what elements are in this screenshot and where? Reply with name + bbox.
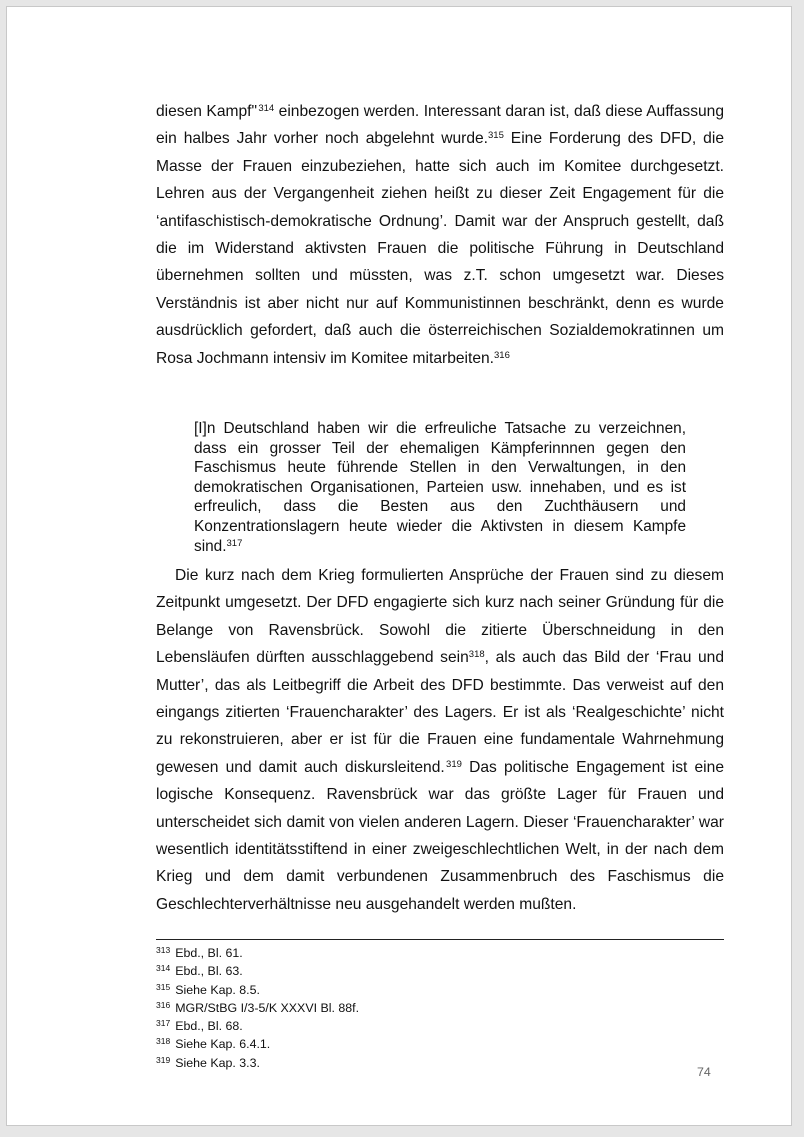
footnote-item <box>156 980 359 998</box>
footnote-list <box>156 943 359 1071</box>
quote-text: [I]n Deutschland haben wir die erfreuliche Tatsache zu verzeichnen, dass ein grosser Teil der ehemaligen Kämpferinnnen gegen den Faschismus heute führende Stellen in den Verwaltungen, in den demokratischen Organisationen, Parteien usw. innehaben, und es ist erfreulich, dass die Besten aus den Zuchthäusern und Konzentrationslagern heute wieder die Aktivsten in diesem Kampfe sind. <box>194 420 686 555</box>
footnote-reference[interactable]: 318 <box>468 649 485 661</box>
footnote-text: Siehe Kap. 6.4.1. <box>175 1037 271 1052</box>
footnote-reference[interactable]: 314 <box>258 103 275 114</box>
paragraph-text: Eine Forderung des DFD, die Masse der Frauen einzubeziehen, hatte sich auch im Komitee durchgesetzt. Lehren aus der Vergangenheit ziehen heißt zu dieser Zeit Engagement für die ‘antifaschistisch-demokratische Ordnung’. Damit war der Anspruch gestellt, daß die im Widerstand aktivsten Frauen die politische Führung in Deutschland übernehmen sollten und müssten, was z.T. schon umgesetzt war. Dieses Verständnis ist aber nicht nur auf Kommunistinnen beschränkt, denn es wurde ausdrücklich gefordert, daß auch die österreichischen Sozialdemokratinnen um Rosa Jochmann intensiv im Komitee mitarbeiten. <box>156 130 724 367</box>
footnote-text: Ebd., Bl. 68. <box>175 1019 243 1034</box>
paragraph-text: diesen Kampf" <box>156 103 258 120</box>
footnote-item <box>156 1053 359 1071</box>
footnote-item <box>156 943 359 961</box>
footnote-number: 317 <box>156 1018 171 1029</box>
footnote-number: 316 <box>156 999 171 1010</box>
footnote-reference[interactable]: 316 <box>494 349 510 361</box>
page-number: 74 <box>697 1065 711 1079</box>
footnote-number: 315 <box>156 981 171 992</box>
footnote-number: 318 <box>156 1036 171 1047</box>
footnote-item <box>156 998 359 1016</box>
body-paragraph <box>156 562 724 918</box>
footnote-text: Siehe Kap. 8.5. <box>175 982 260 997</box>
footnote-item <box>156 961 359 979</box>
footnote-separator <box>156 939 724 940</box>
footnote-text: Ebd., Bl. 63. <box>175 964 243 979</box>
body-paragraph <box>156 98 724 372</box>
footnote-item <box>156 1034 359 1052</box>
footnote-reference[interactable]: 317 <box>226 537 243 549</box>
paragraph-text: , als auch das Bild der ‘Frau und Mutter’, das als Leitbegriff die Arbeit des DFD bestimmte. Das verweist auf den eingangs zitierten ‘Frauencharakter’ des Lagers. Er ist als ‘Realgeschichte’ nicht zu rekonstruieren, aber er ist für die Frauen eine fundamentale Wahrnehmung gewesen und damit auch diskursleitend. <box>156 649 724 776</box>
footnote-reference[interactable]: 319 <box>446 758 462 770</box>
footnote-text: MGR/StBG I/3-5/K XXXVI Bl. 88f. <box>175 1000 360 1015</box>
footnote-number: 319 <box>156 1054 171 1065</box>
paragraph-text: einbezogen werden. Interessant daran ist, daß diese Auffassung ein halbes Jahr vorher noch abgelehnt wurde. <box>156 103 725 148</box>
block-quote <box>194 419 686 556</box>
footnote-text: Ebd., Bl. 61. <box>175 946 243 960</box>
footnote-reference[interactable]: 315 <box>488 130 504 142</box>
document-page <box>6 6 792 1126</box>
footnote-item <box>156 1016 359 1034</box>
footnote-number: 313 <box>156 945 171 955</box>
paragraph-text: Das politische Engagement ist eine logische Konsequenz. Ravensbrück war das größte Lager für Frauen und unterscheidet sich damit von vielen anderen Lagern. Dieser ‘Frauencharakter’ war wesentlich identitätsstiftend in einer zweigeschlechtlichen Welt, in der nach dem Krieg und dem damit verbundenen Zusammenbruch des Faschismus die Geschlechterverhältnisse neu ausgehandelt werden mußten. <box>156 758 724 913</box>
footnote-text: Siehe Kap. 3.3. <box>175 1055 260 1070</box>
paragraph-text: Die kurz nach dem Krieg formulierten Ansprüche der Frauen sind zu diesem Zeitpunkt umgesetzt. Der DFD engagierte sich kurz nach seiner Gründung für die Belange von Ravensbrück. Sowohl die zitierte Überschneidung in den Lebensläufen dürften ausschlaggebend sein <box>156 567 724 667</box>
footnote-number: 314 <box>156 963 171 974</box>
